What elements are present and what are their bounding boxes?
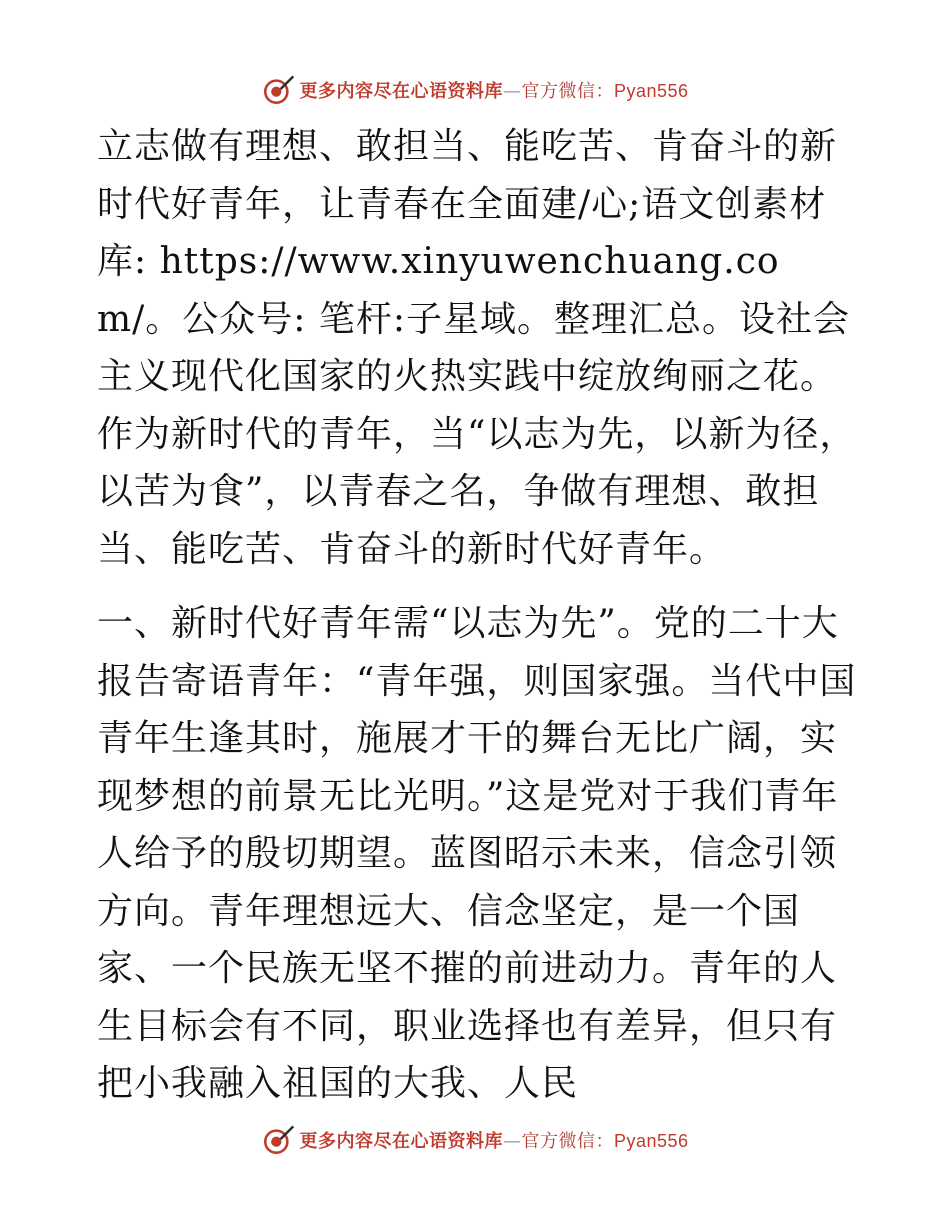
footer-account-label: 官方微信： [521,1131,614,1152]
brush-logo-icon [261,73,295,107]
header-banner [0,70,950,110]
header-account-label: 官方微信： [521,81,614,102]
header-site-label: 更多内容尽在心语资料库 [299,81,503,102]
footer-account-id: Pyan556 [613,1131,689,1151]
footer-separator: — [502,1131,522,1152]
body-paragraph: 一、新时代好青年需“以志为先”。党的二十大报告寄语青年：“青年强，则国家强。当代中国青年生逢其时，施展才干的舞台无比广阔，实现梦想的前景无比光明。”这是党对于我们青年人给予的殷切期望。蓝图昭示未来，信念引领方向。青年理想远大、信念坚定，是一个国家、一个民族无坚不摧的前进动力。青年的人生目标会有不同，职业选择也有差异，但只有把小我融入祖国的大我、人民 [97,603,857,1104]
brush-logo-icon [261,1123,295,1157]
header-separator: — [502,81,522,102]
document-body [97,118,857,1113]
footer-banner [0,1120,950,1160]
footer-text [299,1127,688,1153]
header-text [299,77,688,103]
body-paragraph: 立志做有理想、敢担当、能吃苦、肯奋斗的新时代好青年，让青春在全面建/心;语文创素材库: https://www.xinyuwenchuang.com/。公众号: 笔杆:子星域。整理汇总。设社会主义现代化国家的火热实践中绽放绚丽之花。作为新时代的青年，当“以志为先，以新为径，以苦为食”，以青春之名，争做有理想、敢担当、能吃苦、肯奋斗的新时代好青年。 [97,126,857,570]
header-account-id: Pyan556 [613,81,689,101]
footer-site-label: 更多内容尽在心语资料库 [299,1131,503,1152]
